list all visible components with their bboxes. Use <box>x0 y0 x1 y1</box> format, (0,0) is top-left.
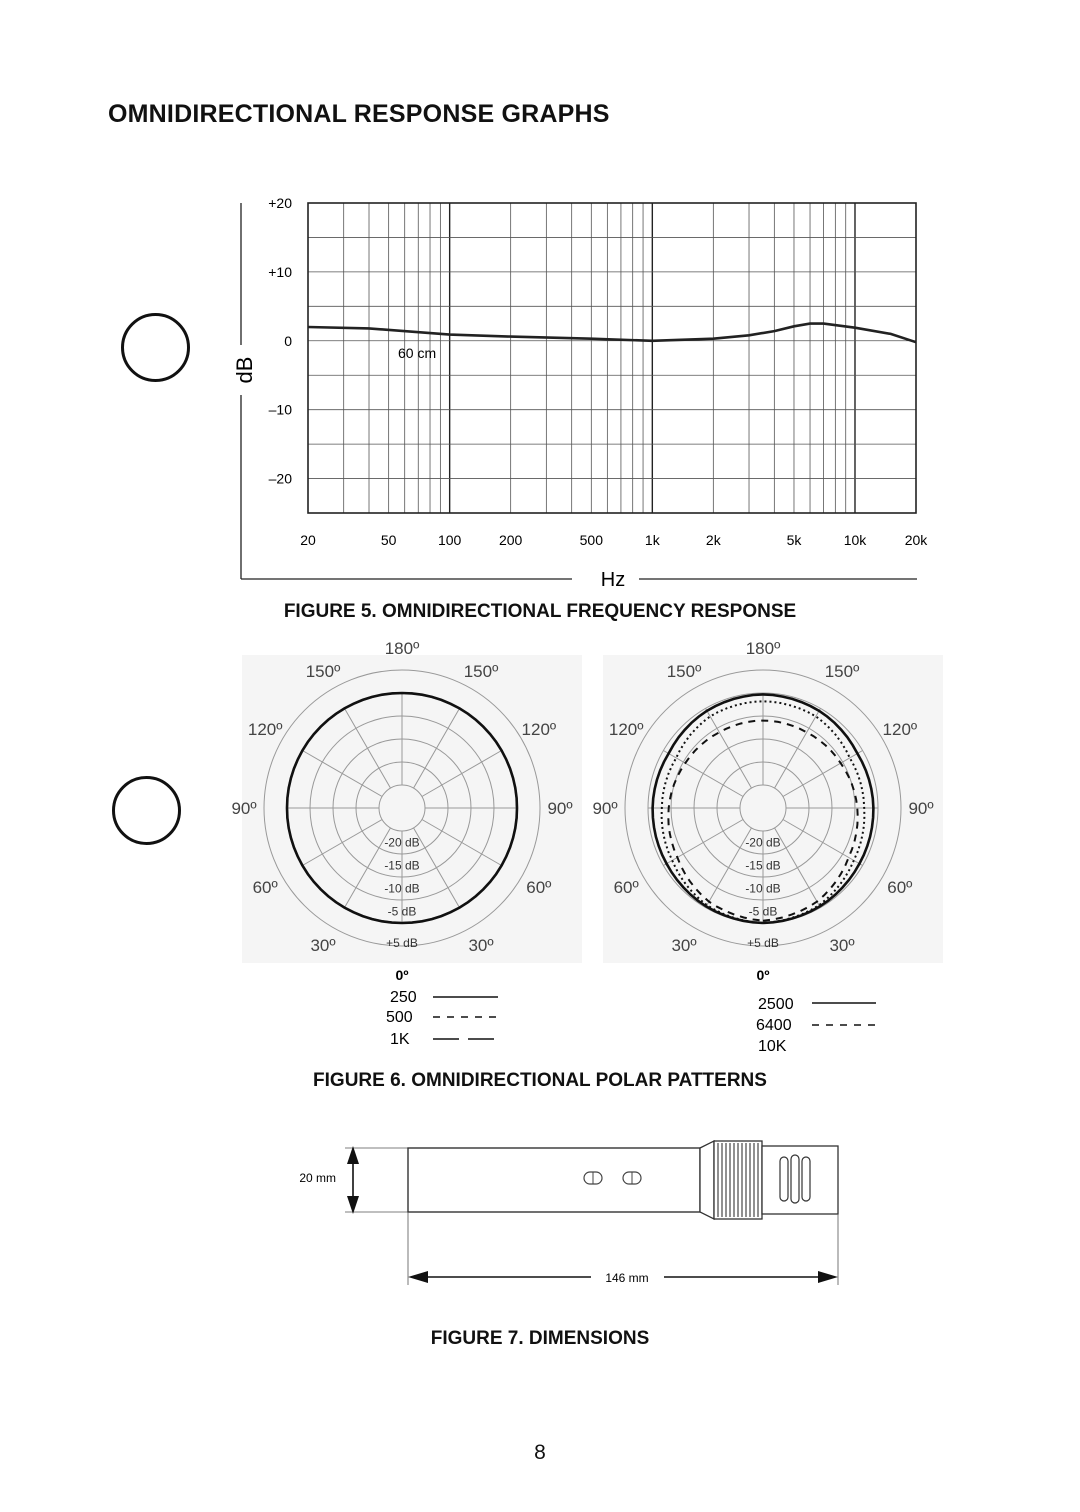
x-tick-label: 50 <box>380 532 397 548</box>
db-axis-label: dB <box>232 356 257 384</box>
angle-label: 30º <box>671 935 697 955</box>
angle-label: 60º <box>613 878 639 897</box>
angle-label: 30º <box>829 935 855 955</box>
grille-slot <box>791 1155 799 1203</box>
legend-label-250: 250 <box>390 989 417 1006</box>
angle-label: 150º <box>824 662 860 682</box>
polar-pattern-right <box>592 639 943 983</box>
ring-label: -10 dB <box>384 881 420 896</box>
microphone-body <box>408 1141 838 1219</box>
ring-label: -5 dB <box>748 904 778 919</box>
ring-label: -15 dB <box>745 858 781 873</box>
x-tick-label: 100 <box>437 532 462 548</box>
length-arrow-left <box>408 1271 428 1283</box>
y-tick-label: +20 <box>268 195 292 211</box>
ring-label: -5 dB <box>387 904 417 919</box>
x-tick-label: 20k <box>904 532 928 548</box>
legend-label-10k: 10K <box>758 1038 787 1055</box>
page-number: 8 <box>534 1441 546 1464</box>
angle-label: 150º <box>463 662 499 682</box>
angle-label: 120º <box>247 720 283 739</box>
y-tick-labels <box>268 195 292 487</box>
angle-label-0: 0º <box>756 967 770 983</box>
angle-label: 180º <box>384 639 420 658</box>
x-tick-label: 20 <box>300 532 316 548</box>
ring-label: +5 dB <box>747 936 779 950</box>
diameter-arrow-bottom <box>347 1196 359 1214</box>
angle-label: 120º <box>882 720 918 739</box>
angle-label: 30º <box>468 935 494 955</box>
legend-label-2500: 2500 <box>758 996 794 1013</box>
angle-label: 180º <box>745 639 781 658</box>
polar-pattern-left <box>231 639 582 983</box>
grille-slot <box>802 1157 810 1201</box>
x-tick-labels <box>300 532 928 548</box>
figure5-caption: FIGURE 5. OMNIDIRECTIONAL FREQUENCY RESPONSE <box>283 601 797 622</box>
angle-label: 30º <box>310 935 336 955</box>
page-title: OMNIDIRECTIONAL RESPONSE GRAPHS <box>108 100 610 128</box>
frequency-response-chart <box>200 185 960 595</box>
ring-label: +5 dB <box>386 936 418 950</box>
distance-annotation: 60 cm <box>398 345 437 361</box>
angle-label: 60º <box>887 878 913 897</box>
x-tick-label: 200 <box>498 532 523 548</box>
omni-pattern-icon <box>121 313 190 382</box>
polar-legend-left <box>380 985 510 1050</box>
angle-label: 60º <box>252 878 278 897</box>
y-tick-label: –20 <box>268 470 292 487</box>
figure6-caption: FIGURE 6. OMNIDIRECTIONAL POLAR PATTERNS <box>313 1070 767 1091</box>
y-tick-label: +10 <box>268 263 292 280</box>
angle-label-0: 0º <box>395 967 409 983</box>
angle-label: 90º <box>908 799 934 818</box>
angle-label: 90º <box>592 799 618 818</box>
legend-label-500: 500 <box>386 1009 413 1026</box>
omni-pattern-icon-2 <box>112 776 181 845</box>
ring-label: -20 dB <box>745 835 781 850</box>
angle-label: 120º <box>521 720 557 739</box>
angle-label: 150º <box>666 662 702 682</box>
ring-label: -20 dB <box>384 835 420 850</box>
y-tick-label: 0 <box>284 332 292 349</box>
x-tick-label: 10k <box>843 532 867 548</box>
ring-label: -15 dB <box>384 858 420 873</box>
angle-label: 60º <box>526 878 552 897</box>
angle-label: 150º <box>305 662 341 682</box>
polar-legend-right <box>748 990 888 1055</box>
ring-label: -10 dB <box>745 881 781 896</box>
legend-label-1k: 1K <box>390 1031 410 1048</box>
dimensions-drawing <box>280 1130 860 1300</box>
angle-label: 90º <box>231 799 257 818</box>
y-tick-label: –10 <box>268 401 292 418</box>
legend-label-6400: 6400 <box>756 1017 792 1034</box>
angle-label: 120º <box>608 720 644 739</box>
length-arrow-right <box>818 1271 838 1283</box>
x-tick-label: 5k <box>786 532 802 548</box>
length-label: 146 mm <box>605 1271 649 1285</box>
grille-slot <box>780 1157 788 1201</box>
diameter-label: 20 mm <box>299 1171 336 1185</box>
diameter-arrow-top <box>347 1146 359 1164</box>
hz-axis-label: Hz <box>600 569 626 591</box>
x-tick-label: 2k <box>705 532 721 548</box>
x-tick-label: 1k <box>644 532 660 548</box>
x-tick-label: 500 <box>579 532 603 548</box>
angle-label: 90º <box>547 799 573 818</box>
response-curve <box>308 324 916 343</box>
figure7-caption: FIGURE 7. DIMENSIONS <box>430 1328 650 1349</box>
